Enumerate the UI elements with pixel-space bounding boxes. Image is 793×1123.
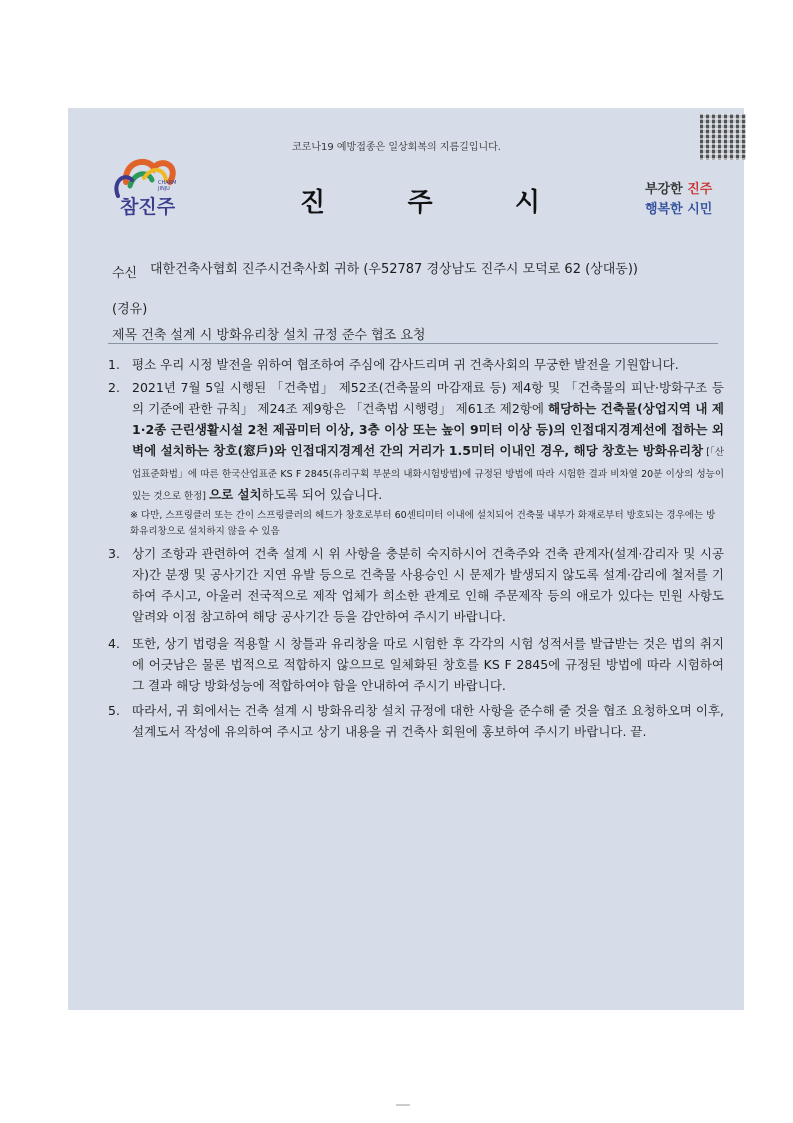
campaign-slogan: 코로나19 예방접종은 일상회복의 지름길입니다. <box>292 142 501 153</box>
logo-subtext: CHARM JINJU <box>158 180 177 192</box>
recipient-text: 대한건축사협회 진주시건축사회 귀하 (우52787 경상남도 진주시 모덕로 62 (상대동)) <box>150 262 638 277</box>
item-text-bold: 해당하는 건축물(상업지역 내 제1·2종 근린생활시설 2천 제곱미터 이상, 3층 이상 또는 높이 9미터 이상 등)의 인접대지경계선에 접하는 외벽에 설치하는 창호(窓戶)와 인접대지경계선 간의 거리가 1.5미터 이내인 경우, 해당 창호는 방화유리창 <box>132 401 724 458</box>
item-number: 4. <box>108 636 120 651</box>
via-label: (경유) <box>112 302 148 317</box>
recipient-label: 수신 <box>112 266 138 281</box>
item-number: 5. <box>108 703 120 718</box>
item-note: ※ 다만, 스프링클러 또는 간이 스프링클러의 헤드가 창호로부터 60센티미터 이내에 설치되어 건축물 내부가 화재로부터 방호되는 경우에는 방화유리창으로 설치하지 않을 수 있음 <box>130 510 716 537</box>
item-text-end: 하도록 되어 있습니다. <box>261 487 383 502</box>
item-text: 평소 우리 시정 발전을 위하여 협조하여 주심에 감사드리며 귀 건축사회의 무궁한 발전을 기원합니다. <box>132 357 679 372</box>
org-char-3: 시 <box>514 188 540 218</box>
list-item <box>108 543 724 627</box>
item-number: 1. <box>108 357 120 372</box>
item-number: 3. <box>108 546 120 561</box>
list-item <box>108 700 724 742</box>
subject-divider <box>108 343 718 344</box>
motto-line2-b: 시민 <box>687 202 713 217</box>
item-text-small: [「산업표준화법」에 따른 한국산업표준 KS F 2845(유리구획 부분의 내화시험방법)에 규정된 방법에 따라 시험한 결과 비차열 20분 이상의 성능이 있는 것으로 한정] <box>132 447 724 502</box>
city-motto <box>645 180 712 220</box>
item-text: 상기 조항과 관련하여 건축 설계 시 위 사항을 충분히 숙지하시어 건축주와 건축 관계자(설계·감리자 및 시공자)간 분쟁 및 공사기간 지연 유발 등으로 건축물 사용승인 시 문제가 발생되지 않도록 설계·감리에 철저를 기하여 주시고, 아울러 전국적으로 제작 업체가 희소한 관계로 인해 주문제작 등의 애로가 있다는 민원 사항도 알려와 이점 참고하여 해당 공사기간 등을 감안하여 주시기 바랍니다. <box>132 546 724 624</box>
org-char-1: 진 <box>300 188 326 218</box>
logo-wordmark: 참진주 <box>120 196 176 218</box>
organization-title <box>300 182 540 219</box>
item-text: 따라서, 귀 회에서는 건축 설계 시 방화유리창 설치 규정에 대한 사항을 준수해 줄 것을 협조 요청하오며 이후, 설계도서 작성에 유의하여 주시고 상기 내용을 귀 건축사 회원에 홍보하여 주시기 바랍니다. 끝. <box>132 703 724 739</box>
item-text: 2021년 7월 5일 시행된 「건축법」 제52조(건축물의 마감재료 등) 제4항 및 「건축물의 피난·방화구조 등의 기준에 관한 규칙」 제24조 제9항은 「건축법 시행령」 제61조 제2항에 <box>132 380 724 416</box>
motto-line1-a: 부강한 <box>645 182 688 197</box>
item-text: 또한, 상기 법령을 적용할 시 창틀과 유리창을 따로 시험한 후 각각의 시험 성적서를 발급받는 것은 법의 취지에 어긋남은 물론 법적으로 적합하지 않으므로 일체화된 창호를 KS F 2845에 규정된 방법에 따라 시험하여 그 결과 해당 방화성능에 적합하여야 함을 안내하여 주시기 바랍니다. <box>132 636 724 693</box>
org-char-2: 주 <box>407 188 433 218</box>
subject-line: 제목 건축 설계 시 방화유리창 설치 규정 준수 협조 요청 <box>112 328 426 343</box>
item-text-bold-2: 으로 설치 <box>209 487 262 502</box>
list-item <box>108 354 724 375</box>
body-items <box>108 354 724 742</box>
motto-line1-b: 진주 <box>687 182 713 197</box>
list-item <box>108 377 724 506</box>
qr-code-icon <box>700 114 746 160</box>
motto-line2-a: 행복한 <box>645 202 688 217</box>
item-number: 2. <box>108 380 120 395</box>
scan-mark <box>396 1104 410 1106</box>
list-item <box>108 633 724 696</box>
